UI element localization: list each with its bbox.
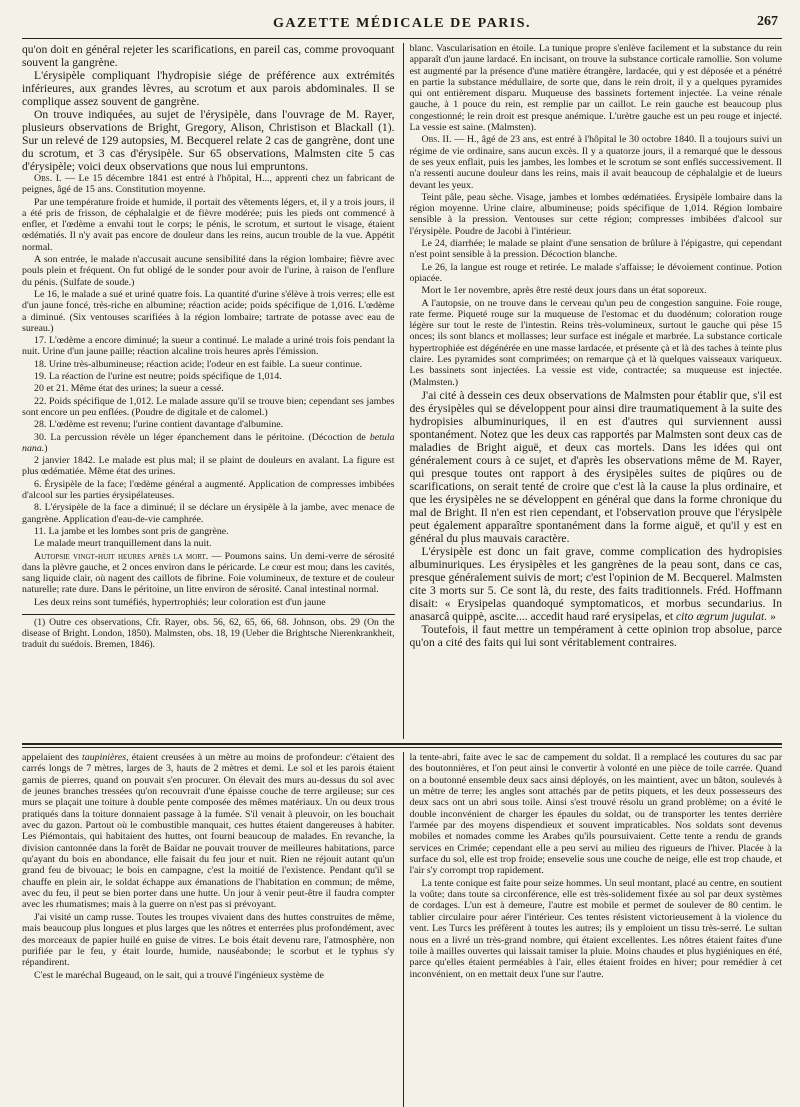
paragraph	[22, 752, 395, 911]
paragraph: On trouve indiquées, au sujet de l'érysipèle, dans l'ouvrage de M. Rayer, plusieurs observations de Bright, Gregory, Alison, Christison et Blackall (1). Sur un relevé de 129 autopsies, M. Becquerel relate 2 cas de gangrène, dont une du scrotum, et 3 cas d'érysipèle. Sur 65 observations, Malmsten cite 5 cas d'érysipèle; voici deux observations que nous lui empruntons.	[22, 108, 395, 173]
paragraph: 19. La réaction de l'urine est neutre; poids spécifique de 1,014.	[34, 371, 282, 383]
paragraph: 2 janvier 1842. Le malade est plus mal; il se plaint de douleurs en avalant. La figure est plus œdématiée. Même état des urines.	[22, 455, 395, 478]
autopsy-paragraph	[22, 551, 395, 596]
paragraph: 20 et 21. Même état des urines; la sueur a cessé.	[34, 383, 224, 395]
text-span: )	[44, 442, 48, 454]
text-span: appelaient des	[22, 752, 79, 763]
section-divider-thin	[22, 747, 782, 748]
paragraph: A son entrée, le malade n'accusait aucune sensibilité dans la région lombaire; fièvre avec pouls plein et fréquent. On fut obligé de le sonder pour avoir de l'urine, à raison de l'enflure du pénis. (Sulfate de soude.)	[22, 254, 395, 288]
text-span: 30. La percussion révèle un léger épanchement dans le péritoine. (Décoction de	[34, 431, 366, 443]
observation-1-intro	[22, 173, 395, 196]
paragraph: La tente conique est faite pour seize hommes. Un seul montant, placé au centre, en soutient la voûte; dans toute sa circonférence, elle est très-solidement fixée au sol par deux systèmes de cordages. L'un est à demeure, l'autre est mobile et permet de soulever de 80 centim. le tablier circulaire pour aérer l'intérieur. Ces tentes résistent victorieusement à la violence du vent. Les Turcs les préfèrent à toutes les autres; ils y emploient un tissu très-serré. Le sultan nous en a livré un très-grand nombre, qui étaient excellentes. Les nôtres étaient faites d'une toile à mailles ouvertes qui laissait tamiser la pluie. Moins chaudes et plus hygiéniques en été, parce qu'elles étaient perméables à l'air, elles étaient froides en hiver; pour remédier à cet inconvénient, on en mettait deux l'une sur l'autre.	[409, 877, 782, 980]
paragraph: 18. Urine très-albumineuse; réaction acide; l'odeur en est faible. La sueur continue.	[34, 358, 363, 370]
autopsy-label: Autopsie vingt-huit heures après la mort.	[34, 550, 209, 562]
text-span: , étaient creusées à un mètre au moins de profondeur: c'étaient des carrés longs de 7 mètres, larges de 3, hauts de 2 mètres et demi. Le sol et les parois étaient garnis de pierres, quand on pouvait s'en procurer. On élevait des murs au-dessus du sol avec de jeunes branches tressées qu'on recouvrait d'une épaisse couche de terre argileuse; sur ces murs se plaçait une toiture à double pente composée des mêmes matériaux. Un ou deux trous pratiqués dans la toiture donnaient passage à la fumée. S'il venait à pleuvoir, on les bouchait avec du gazon. Partout où le combustible manquait, ces huttes étaient dangereuses à habiter. Les Piémontais, qui habitaient des huttes, ont fourni beaucoup de malades. En revanche, la division cantonnée dans la forêt de Baïdar ne pouvait trouver de meilleures habitations, parce qu'ayant du bois en abondance, elle faisait du feu jour et nuit. Rien ne réjouit autant qu'un grand feu de bivouac; le bois en campagne, c'est la moitié de l'existence. Pendant qu'il se chauffe en plein air, le soldat échappe aux émanations de l'habitation en commun; de même, avec du feu, il peut se bien porter dans une hutte. Un jour à venir peut-être il faudra compter avec les rhumatismes; mais à la guerre on n'est pas si prévoyant.	[22, 752, 395, 911]
paragraph: qu'on doit en général rejeter les scarifications, en pareil cas, comme provoquant souvent la gangrène.	[22, 43, 395, 69]
paragraph: Teint pâle, peau sèche. Visage, jambes et lombes œdématiées. Érysipèle lombaire dans la région moyenne. Urine claire, albumineuse; poids spécifique de 1,014. Région lombaire sensible à la pression. Ventouses sur cette région; compresses imbibées d'alcool sur l'érysipèle. Poudre de Jacobi à l'intérieur.	[409, 191, 782, 237]
footnote	[22, 618, 395, 650]
paragraph: J'ai visité un camp russe. Toutes les troupes vivaient dans des huttes construites de même, mais beaucoup plus longues et plus larges que les nôtres et enterrées plus profondément, avec des morceaux de papier huilé en guise de vitres. Le bois était devenu rare, l'atmosphère, non purifiée par le feu, y était lourde, humide, nauséabonde; le scorbut et le typhus s'y répandirent.	[22, 911, 395, 969]
text-span: L'érysipèle est donc un fait grave, comme complication des hydropisies albuminuriques. Les érysipèles et les gangrènes de la peau sont, dans ce cas, presque généralement suivis de mort; c'est l'opinion de M. Becquerel. Malmsten cite 3 morts sur 5. Ce sont là, du reste, des faits traditionnels. Fréd. Hoffmann disait: « Erysipelas quandoqué symptomaticos, et morbus secundarius. In anasarcâ quippè, ascite.... accedit haud raré erysipelas, et	[409, 544, 782, 623]
text-span: »	[770, 609, 776, 623]
paragraph: 11. La jambe et les lombes sont pris de gangrène.	[34, 525, 229, 537]
paragraph: Les deux reins sont tuméfiés, hypertrophiés; leur coloration est d'un jaune	[34, 596, 326, 608]
observation-label: Obs. II.	[421, 134, 452, 146]
paragraph: 17. L'œdème a encore diminué; la sueur a continué. Le malade a uriné trois fois pendant la nuit. Urine d'un jaune paille; réaction alcaline trois heures après l'émission.	[22, 335, 395, 358]
paragraph	[22, 432, 395, 455]
paragraph	[410, 545, 783, 623]
footnote-rule	[22, 614, 395, 615]
observation-2-intro	[410, 134, 783, 190]
paragraph: 8. L'érysipèle de la face a diminué; il se déclare un érysipèle à la jambe, avec menace de gangrène. Application d'eau-de-vie camphrée.	[22, 502, 395, 525]
paragraph: la tente-abri, faite avec le sac de campement du soldat. Il a remplacé les coutures du sac par des boutonnières, et l'on peut ainsi le convertir à volonté en une pièce de toile carrée. Quand on a boutonné ensemble deux sacs ainsi déployés, on les maintient, avec un bâton, soulevés à un mètre de terre; les angles sont attachés par de petits piquets, et les deux possesseurs des deux sacs ont un abri sous toile. Ainsi s'est trouvé résolu un grand problème; on a évité le double inconvénient de charger les épaules du soldat, ou de transporter les tentes derrière l'armée par des moyens dispendieux et souvent impraticables. Nos soldats sont devenus mobiles et nomades comme les Arabes qu'ils poursuivaient. Cette tente a rendu de grands services en Crimée; cependant elle a peu servi au milieu des rigueurs de l'hiver. Placée à la surface du sol, elle est trop froide; ensevelie sous une couche de neige, elle est trop chaude, et l'air s'y corrompt trop rapidement.	[409, 752, 782, 877]
paragraph: Mort le 1er novembre, après être resté deux jours dans un état soporeux.	[421, 285, 707, 297]
paragraph: 22. Poids spécifique de 1,012. Le malade assure qu'il se trouve bien; cependant ses jambes sont encore un peu enflées. (Poudre de digitale et de calomel.)	[22, 395, 395, 418]
section-divider	[22, 743, 782, 745]
paragraph: A l'autopsie, on ne trouve dans le cerveau qu'un peu de congestion sanguine. Foie rouge, rate ferme. Piqueté rouge sur la muqueuse de l'estomac et du duodénum; coloration rouge légère sur tout le reste de l'intestin. Reins très-volumineux, surtout le gauche qui pèse 15 onces; ils sont blancs et mollasses; leur surface est inégale et marbrée. La substance corticale hypertrophiée est dégénérée en une masse lardacée, et présente çà et là des taches à teinte plus claire. Les pyramides sont comprimées; on remarque çà et là quelques vaisseaux variqueux. Les bassinets sont injectées. La vessie est vide, contractée; sa muqueuse est injectée. (Malmsten.)	[409, 297, 782, 388]
paragraph: J'ai cité à dessein ces deux observations de Malmsten pour établir que, s'il est des érysipèles qui se développent pour ainsi dire traumatiquement à la suite des hydropisies albuminuriques, il en est d'autres qui surviennent aussi spontanément. Notez que les deux cas rapportés par Malmsten sont deux cas de maladies de Bright aiguë, et deux cas mortels. Dans les idées qui ont généralement cours à ce sujet, et d'après les observations même de M. Rayer, qui presque toutes ont rapport à des érysipèles suites de piqûres ou de scarifications, on serait tenté de croire que c'est là la cause la plus ordinaire, et que les érysipèles ne se développent en général que dans la forme chronique du mal de Bright. Il n'en est rien cependant, et l'observation prouve que l'érysipèle peut également apparaître spontanément dans la forme aiguë, et qu'il y est en général du plus mauvais caractère.	[409, 388, 782, 545]
lower-right-column	[403, 752, 783, 1107]
footnote-text: (1) Outre ces observations, Cfr. Rayer, obs. 56, 62, 65, 66, 68. Johnson, obs. 29 (On the disease of Bright. London, 1850). Malmsten, obs. 18, 19 (Ueber die Brightsche Nierenkrankheit, traduit du suédois. Bremen, 1846).	[22, 616, 395, 650]
observation-text: — Le 15 décembre 1841 est entré à l'hôpital, H..., apprenti chez un fabricant de peignes, âgé de 15 ans. Constitution moyenne.	[22, 173, 395, 196]
paragraph: 28. L'œdème est revenu; l'urine contient davantage d'albumine.	[34, 419, 284, 431]
italic-term: taupinières	[82, 752, 127, 763]
journal-title: GAZETTE MÉDICALE DE PARIS.	[272, 16, 532, 31]
paragraph: Par une température froide et humide, il portait des vêtements légers, et, il y a trois jours, il a été pris de frisson, de céphalalgie et de fièvre modérée; puis les pieds ont commencé à enfler, et l'œdème a envahi tout le corps; le pénis, le scrotum, et surtout le visage, étaient œdématiés. Il n'y avait pas encore de douleur dans les reins, aucun trouble de la vue. Appétit normal.	[22, 196, 395, 253]
paragraph: Le 16, le malade a sué et uriné quatre fois. La quantité d'urine s'élève à trois verres; elle est d'un jaune foncé, très-riche en albumine; réaction acide; poids spécifique de 1,016. L'œdème a diminué. (Six ventouses scarifiées à la région lombaire; tartrate de potasse avec eau de sureau.)	[22, 288, 395, 334]
upper-section	[22, 43, 782, 739]
observation-label: Obs. I.	[34, 173, 62, 184]
italic-term: betula nana.	[22, 431, 395, 454]
observation-text: — H., âgé de 23 ans, est entré à l'hôpital le 30 octobre 1840. Il a toujours suivi un régime de vie ordinaire, sans aucun excès. Il y a quatorze jours, il a remarqué que le dessous de ses yeux enflait, puis les jambes, les lombes et le scrotum se sont enflés successivement. Il n'a ressenti aucune douleur dans les reins, mais il avait beaucoup de céphalalgie et de lueurs devant les yeux.	[409, 134, 782, 191]
paragraph: Toutefois, il faut mettre un tempérament à cette opinion trop absolue, parce qu'on a cité des faits qui lui sont véritablement contraires.	[409, 622, 782, 649]
lower-left-column	[22, 752, 395, 1107]
paragraph: Le 26, la langue est rouge et retirée. Le malade s'affaisse; le dévoiement continue. Potion opiacée.	[409, 261, 782, 284]
paragraph: L'érysipèle compliquant l'hydropisie siége de préférence aux extrémités inférieures, aux grandes lèvres, au scrotum et aux parois abdominales. Il se complique assez souvent de gangrène.	[22, 69, 395, 108]
autopsy-text: — Poumons sains. Un demi-verre de sérosité dans la plèvre gauche, et 2 onces environ dans le péricarde. Le cœur est mou; dans les cavités, sang liquide clair, où nagent des caillots de fibrine. Foie volumineux, de texture et de couleur naturelle; rate dure. Dans le péritoine, un litre environ de sérosité. Canal intestinal normal.	[22, 550, 395, 596]
paragraph: Le malade meurt tranquillement dans la nuit.	[34, 538, 212, 550]
lower-section	[22, 752, 782, 1107]
page-number: 267	[757, 14, 778, 29]
italic-quote: cito ægrum jugulat.	[676, 609, 768, 623]
paragraph: blanc. Vascularisation en étoile. La tunique propre s'enlève facilement et la substance du rein apparaît d'un jaune lardacé. En incisant, on trouve la substance corticale ramollie. Son volume est augmenté par la présence d'une matière étrangère, lardacée, qui y est déposée et a pénétré en partie la substance médullaire, de sorte que, dans le rein droit, il y a quelques pyramides qui ont entièrement disparu. Muqueuse des bassinets fortement injectée. La veine rénale gauche, à 1 pouce du rein, est remplie par un caillot. Le rein gauche est beaucoup plus congestionné; le rein droit est presque anémique. L'urètre gauche est un peu rouge et injecté. La vessie est saine. (Malmsten).	[409, 43, 782, 134]
upper-left-column	[22, 43, 395, 739]
page-header	[22, 14, 782, 39]
upper-right-column	[403, 43, 783, 739]
paragraph: 6. Érysipèle de la face; l'œdème général a augmenté. Application de compresses imbibées d'alcool sur les parties érysipélateuses.	[22, 478, 395, 502]
paragraph: Le 24, diarrhée; le malade se plaint d'une sensation de brûlure à l'épigastre, qui cependant n'est point sensible à la pression. Décoction blanche.	[409, 238, 782, 261]
paragraph: C'est le maréchal Bugeaud, on le sait, qui a trouvé l'ingénieux système de	[34, 969, 324, 981]
